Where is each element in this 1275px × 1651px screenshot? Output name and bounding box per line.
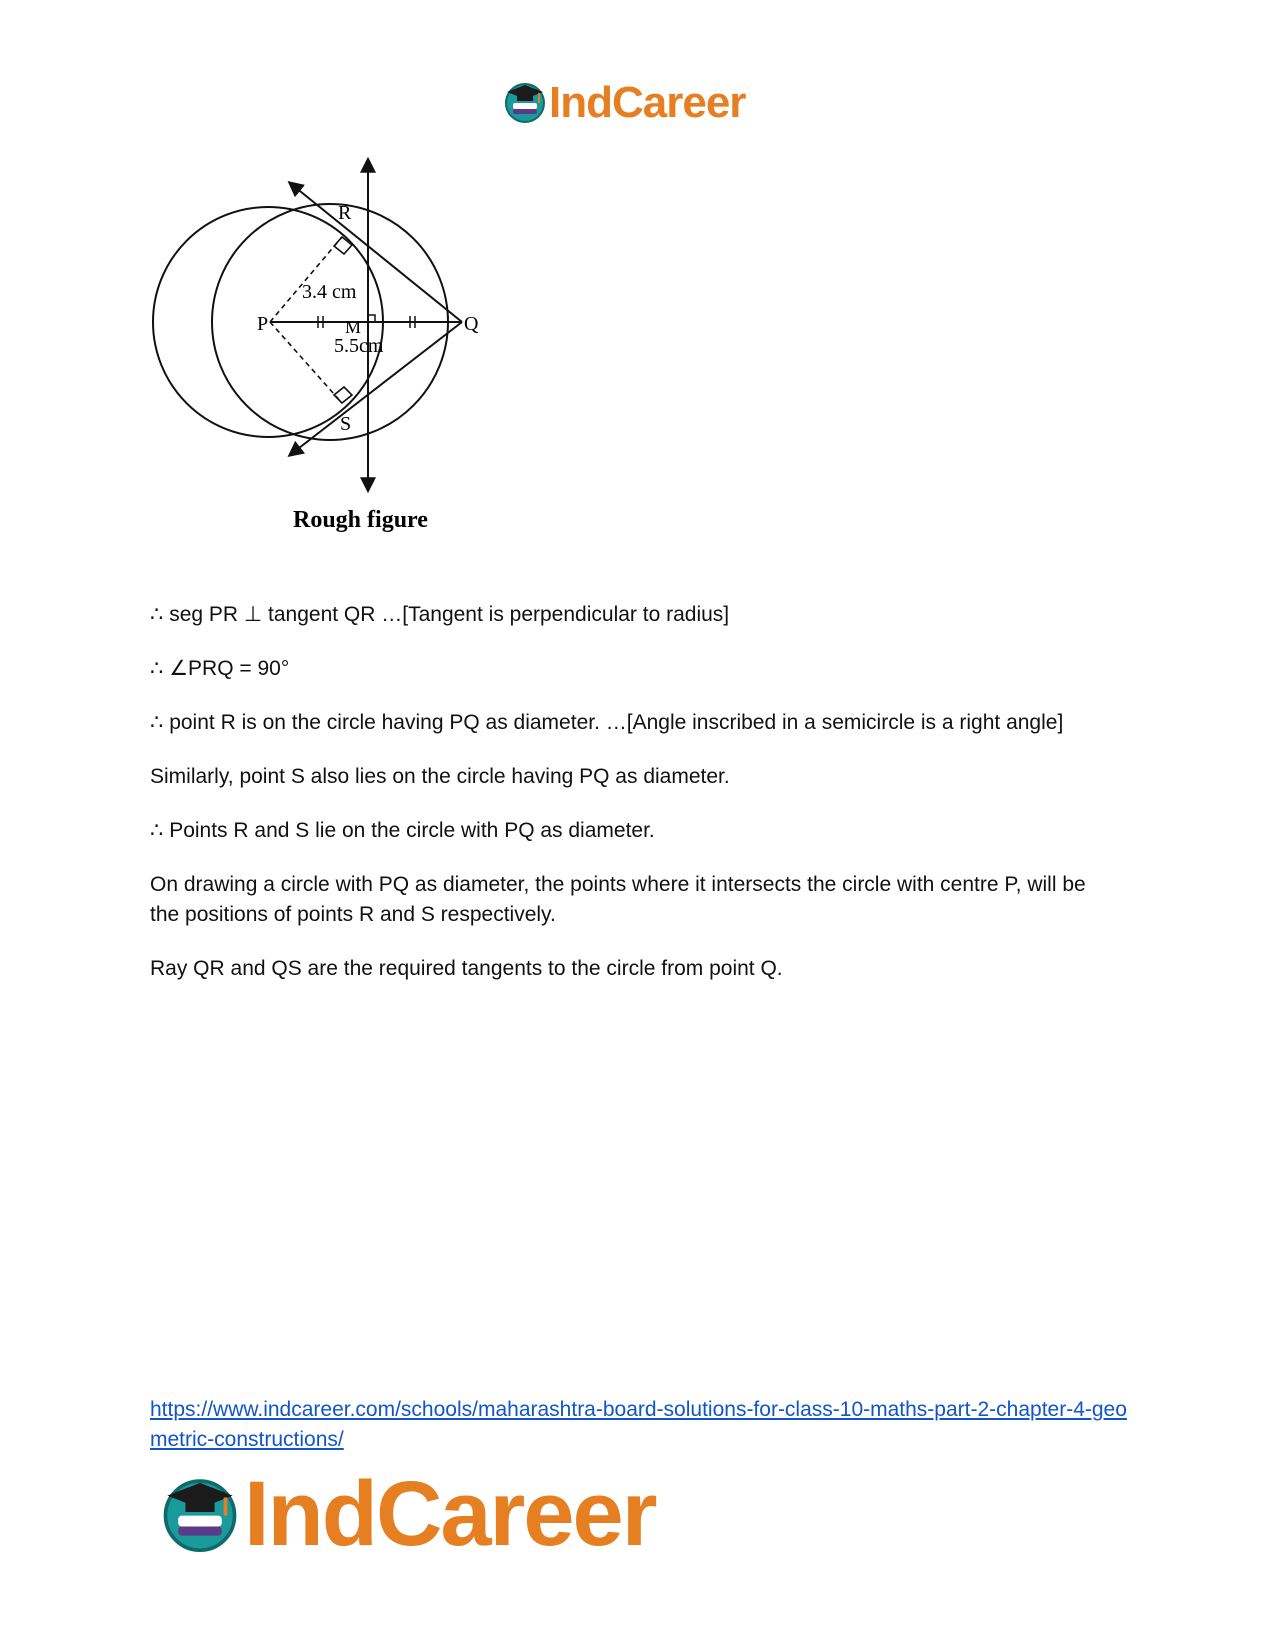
paragraph: ∴ seg PR ⊥ tangent QR …[Tangent is perpendicular to radius]	[150, 603, 730, 626]
label-m: M	[345, 317, 362, 337]
indcareer-logo-top	[503, 80, 745, 126]
paragraph: Ray QR and QS are the required tangents to the circle from point Q.	[150, 957, 783, 980]
rough-figure	[150, 155, 520, 570]
label-q: Q	[464, 313, 479, 335]
paragraph: Similarly, point S also lies on the circle having PQ as diameter.	[150, 765, 730, 788]
paragraph: ∴ Points R and S lie on the circle with PQ as diameter.	[150, 819, 655, 842]
figure-caption: Rough figure	[293, 507, 428, 533]
paragraph: On drawing a circle with PQ as diameter, the points where it intersects the circle with centre P, will be the positions of points R and S respectively.	[150, 873, 1086, 926]
radius-pr	[270, 237, 342, 322]
graduation-cap-book-icon	[503, 79, 547, 128]
paragraph: ∴ point R is on the circle having PQ as diameter. …[Angle inscribed in a semicircle is a right angle]	[150, 711, 1064, 734]
label-p: P	[257, 313, 269, 335]
label-r: R	[338, 202, 352, 224]
source-link[interactable]: https://www.indcareer.com/schools/maharashtra-board-solutions-for-class-10-maths-part-2-chapter-4-geometric-constructions/	[150, 1398, 1127, 1451]
logo-wordmark: IndCareer	[549, 78, 746, 127]
solution-text	[150, 600, 1120, 1008]
graduation-cap-book-icon	[160, 1472, 240, 1557]
indcareer-logo-bottom	[160, 1462, 656, 1565]
paragraph: ∴ ∠PRQ = 90°	[150, 657, 290, 680]
logo-wordmark: IndCareer	[244, 1462, 656, 1565]
label-radius: 3.4 cm	[302, 281, 357, 303]
label-distance: 5.5cm	[334, 335, 384, 357]
label-s: S	[340, 413, 352, 435]
radius-ps	[270, 322, 342, 403]
